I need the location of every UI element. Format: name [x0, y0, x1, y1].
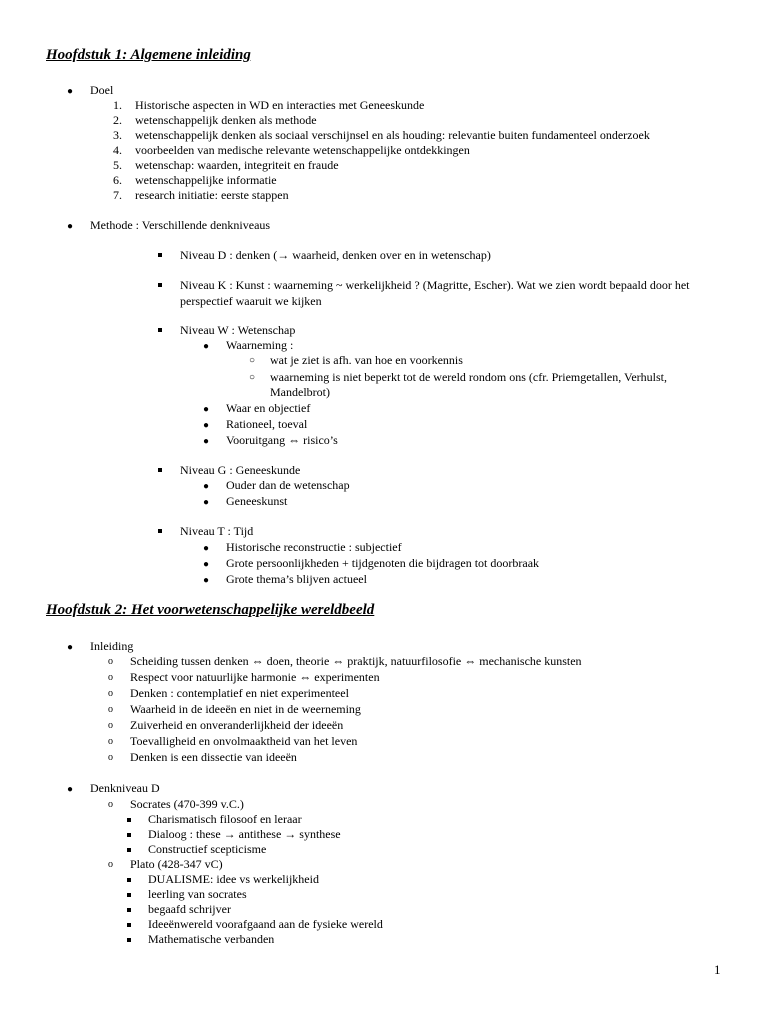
inleiding-item-2: Respect voor natuurlijke harmonie ⇔ experimenten — [130, 670, 380, 684]
doel-item-5: wetenschap: waarden, integriteit en fraude — [135, 158, 339, 172]
plato-item-4: Ideeënwereld voorafgaand aan de fysieke wereld — [148, 917, 383, 931]
square-bullet — [158, 529, 162, 533]
square-bullet — [158, 328, 162, 332]
plato-item-5: Mathematische verbanden — [148, 932, 275, 946]
niveau-w-sub2-line2: Mandelbrot) — [270, 385, 330, 399]
chapter-2-heading: Hoofdstuk 2: Het voorwetenschappelijke wereldbeeld — [46, 602, 375, 618]
niveau-g-label: Niveau G : Geneeskunde — [180, 463, 301, 477]
doel-label: Doel — [90, 83, 114, 97]
inleiding-item-3: Denken : contemplatief en niet experimenteel — [130, 686, 349, 700]
circle-bullet: o — [108, 752, 113, 763]
square-bullet — [127, 923, 131, 927]
chapter-1-heading: Hoofdstuk 1: Algemene inleiding — [46, 47, 251, 63]
doel-item-6: wetenschappelijke informatie — [135, 173, 277, 187]
doel-num-2: 2. — [113, 113, 122, 127]
doel-item-2: wetenschappelijk denken als methode — [135, 113, 317, 127]
circle-bullet: o — [108, 704, 113, 715]
inleiding-item-7: Denken is een dissectie van ideeën — [130, 750, 297, 764]
circle-bullet: o — [108, 859, 113, 870]
doel-num-5: 5. — [113, 158, 122, 172]
doel-num-6: 6. — [113, 173, 122, 187]
niveau-k-line1: Niveau K : Kunst : waarneming ~ werkelijkheid ? (Magritte, Escher). Wat we zien wordt bepaald door het — [180, 278, 690, 292]
doel-num-1: 1. — [113, 98, 122, 112]
bullet: ● — [203, 404, 210, 415]
bullet-denkniveau-d: ● — [67, 784, 74, 795]
niveau-w-item4: Vooruitgang ⇔ risico’s — [226, 433, 338, 447]
niveau-k-line2: perspectief waaruit we kijken — [180, 294, 322, 308]
square-bullet — [158, 253, 162, 257]
inleiding-label: Inleiding — [90, 639, 134, 653]
plato-item-3: begaafd schrijver — [148, 902, 231, 916]
socrates-label: Socrates (470-399 v.C.) — [130, 797, 244, 811]
bullet: ● — [203, 420, 210, 431]
square-bullet — [158, 283, 162, 287]
bullet: ● — [203, 436, 210, 447]
bullet-inleiding: ● — [67, 642, 74, 653]
square-bullet — [127, 833, 131, 837]
niveau-w-sub1: wat je ziet is afh. van hoe en voorkennis — [270, 353, 463, 367]
square-bullet — [127, 848, 131, 852]
socrates-item-1: Charismatisch filosoof en leraar — [148, 812, 302, 826]
bullet: ● — [203, 497, 210, 508]
circle-bullet: o — [108, 736, 113, 747]
bullet: ● — [203, 575, 210, 586]
square-bullet — [127, 878, 131, 882]
niveau-t-item3: Grote thema’s blijven actueel — [226, 572, 367, 586]
doel-num-7: 7. — [113, 188, 122, 202]
circle-bullet: o — [108, 672, 113, 683]
bullet: ● — [203, 481, 210, 492]
square-bullet — [127, 938, 131, 942]
niveau-t-item2: Grote persoonlijkheden + tijdgenoten die bijdragen tot doorbraak — [226, 556, 540, 570]
bullet-methode: ● — [67, 221, 74, 232]
niveau-t-item1: Historische reconstructie : subjectief — [226, 540, 402, 554]
niveau-w-waarneming: Waarneming : — [226, 338, 294, 352]
page-number: 1 — [714, 962, 721, 977]
niveau-g-item1: Ouder dan de wetenschap — [226, 478, 350, 492]
socrates-item-3: Constructief scepticisme — [148, 842, 267, 856]
plato-item-2: leerling van socrates — [148, 887, 247, 901]
doel-item-7: research initiatie: eerste stappen — [135, 188, 289, 202]
square-bullet — [127, 908, 131, 912]
circle-bullet: o — [108, 656, 113, 667]
doel-item-4: voorbeelden van medische relevante wetenschappelijke ontdekkingen — [135, 143, 470, 157]
bullet: ● — [203, 543, 210, 554]
niveau-w-label: Niveau W : Wetenschap — [180, 323, 296, 337]
denkniveau-d-label: Denkniveau D — [90, 781, 160, 795]
plato-item-1: DUALISME: idee vs werkelijkheid — [148, 872, 319, 886]
doel-item-3: wetenschappelijk denken als sociaal verschijnsel en als houding: relevantie buiten fundamenteel onderzoek — [135, 128, 650, 142]
niveau-w-item3: Rationeel, toeval — [226, 417, 308, 431]
square-bullet — [127, 893, 131, 897]
doel-num-3: 3. — [113, 128, 122, 142]
circle-bullet: ○ — [249, 372, 256, 383]
niveau-w-sub2-line1: waarneming is niet beperkt tot de wereld rondom ons (cfr. Priemgetallen, Verhulst, — [270, 370, 668, 384]
square-bullet — [158, 468, 162, 472]
circle-bullet: o — [108, 720, 113, 731]
doel-num-4: 4. — [113, 143, 122, 157]
circle-bullet: ○ — [249, 355, 256, 366]
circle-bullet: o — [108, 688, 113, 699]
doel-item-1: Historische aspecten in WD en interacties met Geneeskunde — [135, 98, 425, 112]
niveau-d: Niveau D : denken (→ waarheid, denken over en in wetenschap) — [180, 248, 491, 262]
plato-label: Plato (428-347 vC) — [130, 857, 223, 871]
niveau-g-item2: Geneeskunst — [226, 494, 288, 508]
inleiding-item-1: Scheiding tussen denken ⇔ doen, theorie ⇔ praktijk, natuurfilosofie ⇔ mechanische kunsten — [130, 654, 582, 668]
niveau-t-label: Niveau T : Tijd — [180, 524, 254, 538]
inleiding-item-5: Zuiverheid en onveranderlijkheid der ideeën — [130, 718, 344, 732]
inleiding-item-6: Toevalligheid en onvolmaaktheid van het leven — [130, 734, 358, 748]
bullet: ● — [203, 341, 210, 352]
bullet-doel: ● — [67, 86, 74, 97]
methode-label: Methode : Verschillende denkniveaus — [90, 218, 271, 232]
square-bullet — [127, 818, 131, 822]
inleiding-item-4: Waarheid in de ideeën en niet in de weerneming — [130, 702, 361, 716]
bullet: ● — [203, 559, 210, 570]
socrates-item-2: Dialoog : these → antithese → synthese — [148, 827, 341, 841]
circle-bullet: o — [108, 799, 113, 810]
niveau-w-item2: Waar en objectief — [226, 401, 311, 415]
